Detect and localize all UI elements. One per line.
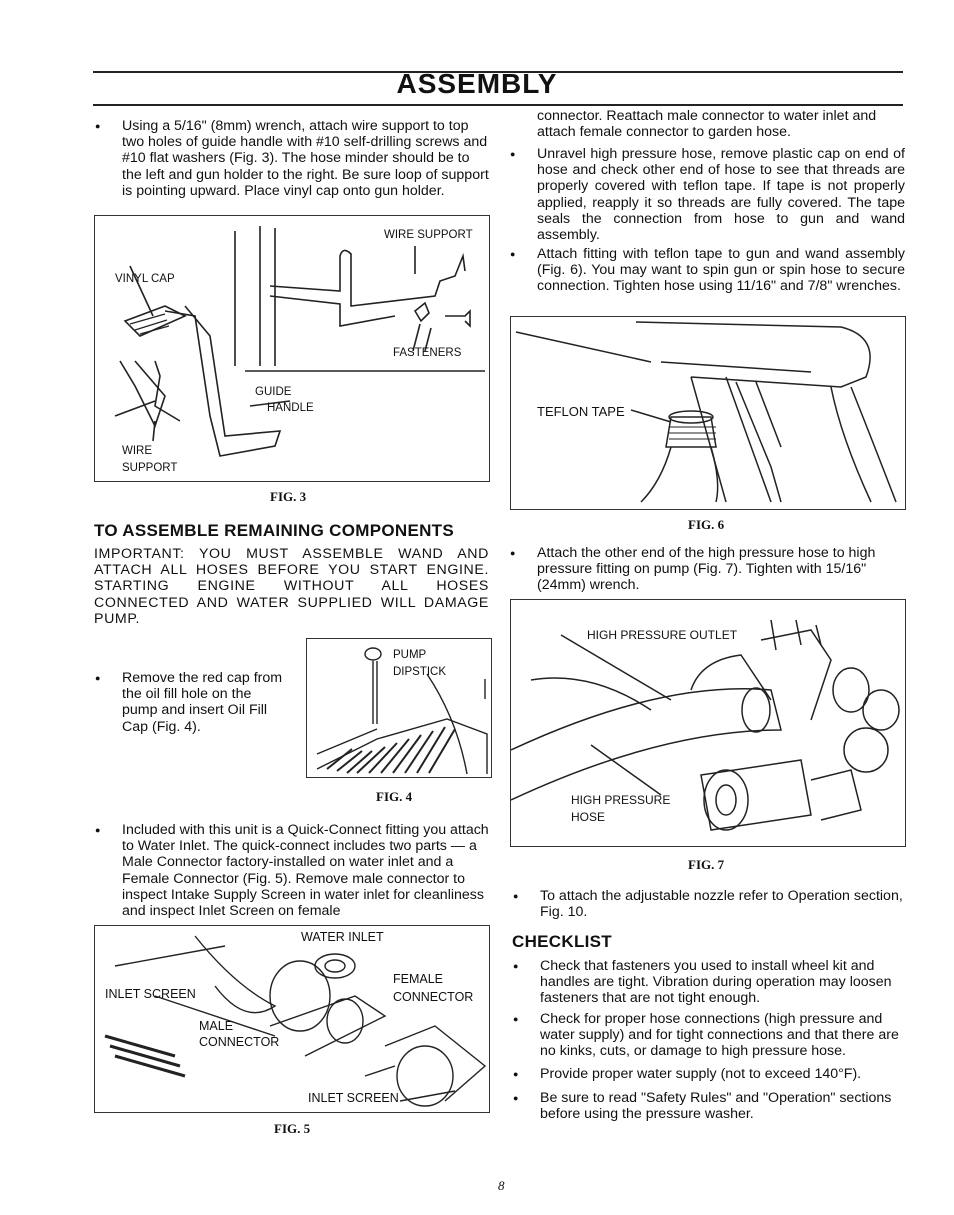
right-continued-text: connector. Reattach male connector to water inlet and attach female connector to garden hose.: [537, 108, 877, 141]
bullet-icon: ●: [95, 121, 101, 131]
fig4-label-dipstick: DIPSTICK: [393, 666, 447, 678]
fig5-label-female: FEMALE: [393, 972, 444, 986]
fig7-caption: FIG. 7: [688, 857, 725, 872]
fig5-label-female-connector: CONNECTOR: [393, 990, 474, 1004]
fig3-label-wire-support-top: WIRE SUPPORT: [384, 229, 473, 241]
fig6-label-teflon-tape: TEFLON TAPE: [537, 404, 625, 419]
bullet-icon: ●: [513, 1014, 519, 1024]
page-title: ASSEMBLY: [396, 68, 558, 99]
bullet-icon: ●: [513, 1069, 519, 1079]
right-bullet-3: [510, 545, 905, 594]
fig5-label-water-inlet: WATER INLET: [301, 930, 384, 944]
fig5-label-inlet-screen-left: INLET SCREEN: [105, 987, 196, 1001]
right-bullet-2: [510, 246, 905, 295]
figure-7: [510, 599, 906, 847]
fig3-label-support: SUPPORT: [122, 462, 178, 474]
bullet-icon: ●: [95, 825, 101, 835]
fig6-caption: FIG. 6: [688, 517, 725, 532]
fig5-label-male: MALE: [199, 1019, 234, 1033]
fig7-label-hose: HOSE: [571, 810, 606, 824]
fig3-label-handle: HANDLE: [267, 402, 314, 414]
left-bullet-1-text: Using a 5/16" (8mm) wrench, attach wire support to top two holes of guide handle with #10 self-drilling screws and #10 flat washers (Fig. 3). The hose minder should be to the left and gun holder to the right. Be sure loop of support is pointing upward. Place vinyl cap onto gun holder.: [122, 118, 489, 199]
checklist-item-3-text: Provide proper water supply (not to exceed 140°F).: [540, 1066, 862, 1082]
bullet-icon: ●: [510, 249, 516, 259]
left-bullet-3: [95, 822, 490, 920]
fig5-caption: FIG. 5: [274, 1121, 311, 1136]
fig3-label-fasteners: FASTENERS: [393, 347, 462, 359]
fig7-label-high-pressure: HIGH PRESSURE: [571, 793, 671, 807]
bullet-icon: ●: [510, 548, 516, 558]
left-bullet-1: [95, 118, 490, 199]
checklist-heading: CHECKLIST: [512, 932, 612, 951]
fig3-caption: FIG. 3: [270, 489, 307, 504]
left-bullet-2: [95, 670, 290, 735]
right-bullet-4: [513, 888, 906, 921]
figure-4: [306, 638, 492, 778]
right-bullet-1: [510, 146, 905, 244]
bullet-icon: ●: [513, 891, 519, 901]
fig5-drawing: [95, 926, 489, 1112]
checklist-item-1: [513, 958, 906, 1007]
section-heading-assemble: TO ASSEMBLE REMAINING COMPONENTS: [94, 521, 455, 540]
right-bullet-4-text: To attach the adjustable nozzle refer to Operation section, Fig. 10.: [540, 888, 903, 921]
bullet-icon: ●: [95, 673, 101, 683]
left-bullet-2-text: Remove the red cap from the oil fill hole on the pump and insert Oil Fill Cap (Fig. 4).: [122, 670, 283, 735]
figure-6: [510, 316, 906, 510]
checklist-item-1-text: Check that fasteners you used to install wheel kit and handles are tight. Vibration during operation may loosen fasteners that are not tight enough.: [540, 958, 892, 1007]
fig5-label-inlet-screen-bottom: INLET SCREEN: [308, 1091, 399, 1105]
right-bullet-2-text: Attach fitting with teflon tape to gun and wand assembly (Fig. 6). You may want to spin gun or spin hose to secure connection. Tighten hose using 11/16" and 7/8" wrenches.: [537, 246, 905, 295]
bullet-icon: ●: [513, 961, 519, 971]
fig5-label-male-connector: CONNECTOR: [199, 1035, 280, 1049]
title-underline: [93, 104, 903, 106]
fig7-label-high-pressure-outlet: HIGH PRESSURE OUTLET: [587, 628, 738, 642]
right-bullet-3-text: Attach the other end of the high pressure hose to high pressure fitting on pump (Fig. 7). Tighten with 15/16" (24mm) wrench.: [537, 545, 876, 594]
right-bullet-1-text: Unravel high pressure hose, remove plastic cap on end of hose and check other end of hose to see that threads are properly covered with teflon tape. If tape is not properly applied, reapply it so threads are fully covered. The tape seals the connection from hose to gun and wand assembly.: [537, 146, 905, 244]
checklist-item-2-text: Check for proper hose connections (high pressure and water supply) and for tight connections and that there are no kinks, cuts, or damage to high pressure hose.: [540, 1011, 899, 1060]
important-note: IMPORTANT: YOU MUST ASSEMBLE WAND AND ATTACH ALL HOSES BEFORE YOU START ENGINE. STARTING ENGINE WITHOUT ALL HOSES CONNECTED AND WATER SUPPLIED WILL DAMAGE PUMP.: [94, 546, 489, 627]
checklist-item-4: [513, 1090, 906, 1123]
figure-5: [94, 925, 490, 1113]
fig4-caption: FIG. 4: [376, 789, 413, 804]
fig3-label-guide: GUIDE: [255, 386, 292, 398]
checklist-item-4-text: Be sure to read "Safety Rules" and "Operation" sections before using the pressure washer.: [540, 1090, 892, 1123]
checklist-item-3: [513, 1066, 906, 1082]
fig3-label-wire: WIRE: [122, 445, 153, 457]
fig4-label-pump: PUMP: [393, 649, 427, 661]
bullet-icon: ●: [510, 149, 516, 159]
figure-3: [94, 215, 490, 482]
page-number: 8: [498, 1178, 505, 1193]
left-bullet-3-text: Included with this unit is a Quick-Connect fitting you attach to Water Inlet. The quick-connect includes two parts — a Male Connector factory-installed on water inlet and a Female Connector (Fig. 5). Remove male connector to inspect Intake Supply Screen in water inlet for cleanliness and inspect Inlet Screen on female: [122, 822, 489, 920]
bullet-icon: ●: [513, 1093, 519, 1103]
fig3-label-vinyl-cap: VINYL CAP: [115, 273, 175, 285]
checklist-item-2: [513, 1011, 906, 1060]
